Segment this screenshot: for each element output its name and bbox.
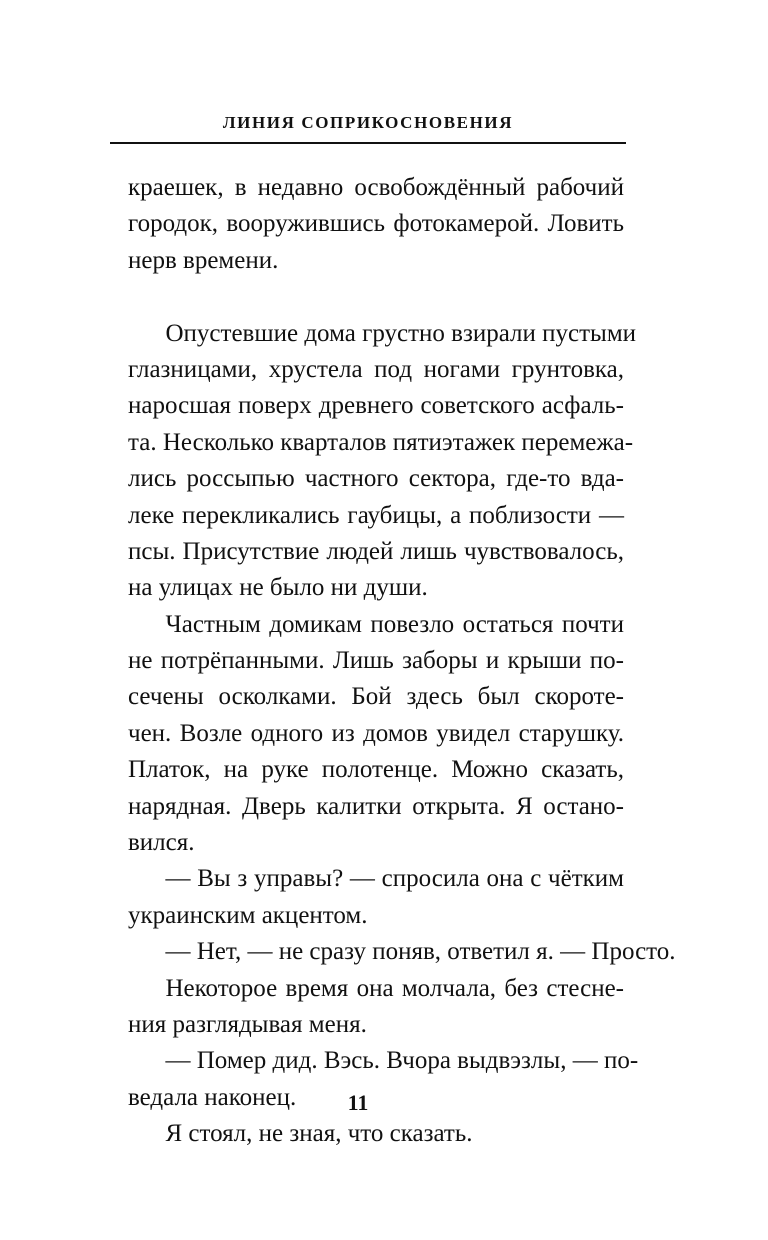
text-line: глазницами, хрустела под ногами грунтовка,	[128, 355, 624, 383]
text-line: не потрёпанными. Лишь заборы и крыши по-	[128, 647, 624, 675]
text-line: Платок, на руке полотенце. Можно сказать,	[128, 756, 624, 784]
text-line: Частным домикам повезло остаться почти	[128, 610, 624, 638]
body-text	[128, 170, 676, 1153]
text-line: Опустевшие дома грустно взирали пустыми	[128, 319, 637, 347]
text-line: ния разглядывая меня.	[128, 1010, 367, 1038]
text-line: наросшая поверх древнего советского асфаль-	[128, 392, 624, 420]
text-line: краешек, в недавно освобождённый рабочий	[128, 174, 624, 201]
text-line: вился.	[128, 829, 195, 857]
text-line: городок, вооружившись фотокамерой. Ловить	[128, 210, 624, 238]
text-line: ведала наконец.	[128, 1083, 297, 1111]
text-line: лись россыпью частного сектора, где-то вда-	[128, 465, 624, 493]
text-line: украинским акцентом.	[128, 901, 368, 929]
text-line: чен. Возле одного из домов увидел старушку.	[128, 719, 624, 747]
text-line: Я стоял, не зная, что сказать.	[128, 1120, 473, 1148]
page-number: 11	[347, 1090, 369, 1115]
text-line: на улицах не было ни души.	[128, 574, 428, 602]
header-rule	[110, 142, 626, 144]
text-line: — Нет, — не сразу поняв, ответил я. — Просто.	[128, 938, 676, 966]
text-line: псы. Присутствие людей лишь чувствовалось,	[128, 537, 624, 565]
text-line: — Помер дид. Вэсь. Вчора выдвэзлы, — по-	[128, 1047, 639, 1075]
text-line: леке перекликались гаубицы, а поблизости —	[128, 501, 624, 529]
text-line: нерв времени.	[128, 246, 279, 274]
text-line: Некоторое время она молчала, без стесне-	[128, 974, 624, 1002]
running-head-title: ЛИНИЯ СОПРИКОСНОВЕНИЯ	[222, 113, 514, 132]
text-line: та. Несколько кварталов пятиэтажек перемежа-	[128, 428, 634, 456]
text-line: сечены осколками. Бой здесь был скороте-	[128, 683, 624, 711]
section-break	[128, 279, 624, 315]
text-line: — Вы з управы? — спросила она с чётким	[128, 865, 624, 893]
text-line: нарядная. Дверь калитки открыта. Я остано-	[128, 792, 624, 820]
